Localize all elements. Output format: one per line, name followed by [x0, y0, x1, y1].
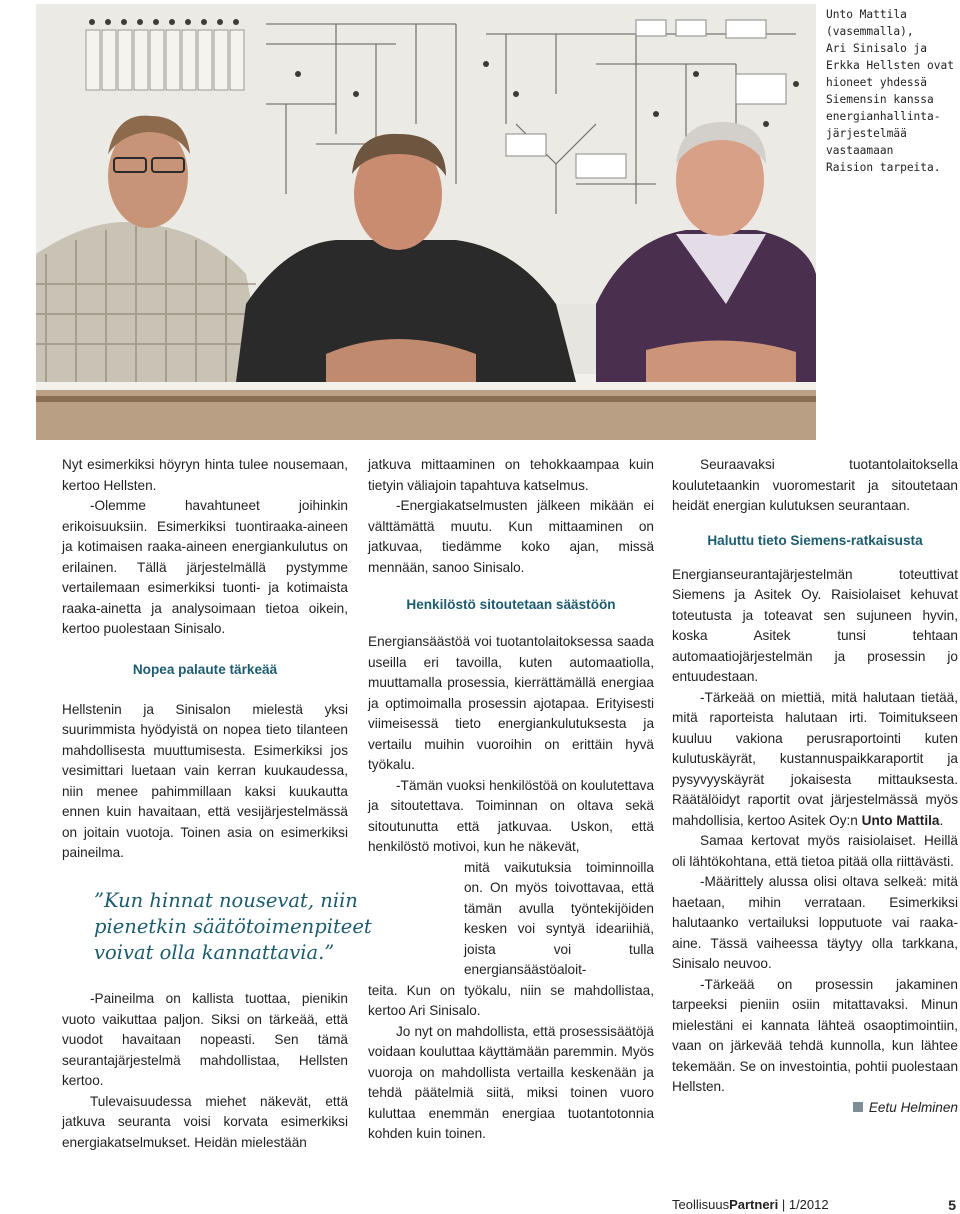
- paragraph: -Paineilma on kallista tuottaa, pienikin vuoto vaikuttaa paljon. Siksi on tärkeää, että vuodot havaitaan nopeasti. Sen tämä seurantajärjestelmä mahdollistaa, Hellsten kertoo.: [62, 991, 348, 1088]
- text-span: .: [939, 812, 944, 828]
- issue-number: | 1/2012: [778, 1197, 829, 1212]
- article-column-3: [672, 455, 958, 1118]
- pull-quote: [94, 888, 394, 966]
- article-column-1-continued: [62, 989, 348, 1153]
- article-photo: [36, 4, 816, 440]
- paragraph: Jo nyt on mahdollista, että prosessisäätöjä voidaan kouluttaa käyttämään paremmin. Myös vuoroja on mahdollista vertailla keskenään ja tehdä päätelmiä siitä, miksi toinen vuoro kuluttaa enemmän energiaa tuotantotonnia kohden kuin toinen.: [368, 1023, 654, 1141]
- caption-line: (vasemmalla),: [826, 25, 914, 38]
- article-column-1: [62, 455, 348, 864]
- paragraph: teita. Kun on työkalu, niin se mahdollistaa, kertoo Ari Sinisalo.: [368, 982, 654, 1018]
- author-byline: [672, 1098, 958, 1119]
- paragraph: jatkuva mittaaminen on tehokkaampaa kuin tietyin väliajoin tapahtuva katselmus.: [368, 457, 654, 493]
- pull-quote-line: ”Kun hinnat nousevat, niin: [94, 889, 358, 912]
- caption-line: vastaamaan: [826, 144, 894, 157]
- article-column-2: [368, 455, 654, 1145]
- paragraph: Seuraavaksi tuotantolaitoksella koulutetaankin vuoromestarit ja sitoutetaan heidät energian kulutuksen seurantaan.: [672, 457, 958, 513]
- author-name: Eetu Helminen: [868, 1099, 958, 1115]
- paragraph-wrapped: mitä vaikutuksia toiminnoilla on. On myös toivottavaa, että tämän avulla työntekijöiden kesken voi syntyä ideariihiä, joista voi tulla energiansäästöaloit-: [464, 859, 654, 977]
- section-heading: Nopea palaute tärkeää: [132, 661, 278, 677]
- pull-quote-line: voivat olla kannattavia.”: [94, 941, 335, 964]
- section-heading: Henkilöstö sitoutetaan säästöön: [406, 597, 616, 612]
- paragraph: -Olemme havahtuneet joihinkin erikoisuuksiin. Esimerkiksi tuontiraaka-aineen ja kotimaisen raaka-aineen energiankulutus on erilainen. Tällä järjestelmällä pystymme vertailemaan esimerkiksi tuonti- ja kotimaista raaka-ainetta ja analysoimaan tietoa oikein, kertoo puolestaan Sinisalo.: [62, 498, 348, 636]
- paragraph: -Tärkeää on prosessin jakaminen tarpeeksi pieniin osiin mitattavaksi. Minun mielestäni ei kannata lähteä osaoptimointiin, vaan on järkevää tehdä kunnolla, kun lähtee tekemään. Se on investointia, pohtii puolestaan Hellsten.: [672, 976, 958, 1094]
- section-heading: Haluttu tieto Siemens-ratkaisusta: [707, 532, 923, 548]
- square-bullet-icon: [853, 1102, 863, 1112]
- page-footer: [672, 1196, 960, 1214]
- caption-line: hioneet yhdessä: [826, 76, 928, 89]
- caption-line: Erkka Hellsten ovat: [826, 59, 954, 72]
- paragraph: -Tämän vuoksi henkilöstöä on koulutettava ja sitoutettava. Toiminnan on oltava sekä sitoutunutta että jatkuvaa. Uskon, että henkilöstö motivoi, kun he näkevät,: [368, 777, 654, 854]
- publication-name: Teollisuus: [672, 1197, 730, 1212]
- caption-line: Unto Mattila: [826, 8, 907, 21]
- caption-line: järjestelmää: [826, 127, 907, 140]
- paragraph: Hellstenin ja Sinisalon mielestä yksi suurimmista hyödyistä on nopea tieto tilanteen mahdollisesta muuttumisesta. Esimerkiksi jos vesimittari luetaan vain kerran kuukaudessa, niin menee pahimmillaan kaksi kuukautta ennen kuin havaitaan, että vesijärjestelmässä on joitain vuotoja. Toinen asia on esimerkiksi paineilma.: [62, 701, 348, 860]
- caption-line: Raision tarpeita.: [826, 161, 941, 174]
- photo-caption: [826, 6, 956, 176]
- paragraph: Tulevaisuudessa miehet näkevät, että jatkuva seuranta voisi korvata esimerkiksi energiakatselmukset. Heidän mielestään: [62, 1093, 348, 1150]
- page-number: 5: [948, 1197, 956, 1213]
- publication-name-bold: Partneri: [729, 1197, 779, 1212]
- pull-quote-line: pienetkin säätötoimenpiteet: [94, 915, 372, 938]
- caption-line: Ari Sinisalo ja: [826, 42, 928, 55]
- paragraph: Samaa kertovat myös raisiolaiset. Heillä oli lähtökohtana, että tietoa pitää olla riittävästi.: [672, 833, 958, 869]
- caption-line: energianhallinta-: [826, 110, 941, 123]
- paragraph: Nyt esimerkiksi höyryn hinta tulee nousemaan, kertoo Hellsten.: [62, 457, 348, 493]
- paragraph: Energiansäästöä voi tuotantolaitoksessa saada useilla eri tavoilla, kuten automaatiolla, muuttamalla prosessia, kierrättämällä energiaa ja optimoimalla prosessin ajotapaa. Erityisesti viimeisessä tieto energiankulutuksesta ja vertailu muihin vuoroihin on erittäin hyvä työkalu.: [368, 634, 654, 772]
- paragraph: Energianseurantajärjestelmän toteuttivat Siemens ja Asitek Oy. Raisiolaiset kehuvat toteutusta ja toteavat sen sujuneen hyvin, koska Asitek tunsi tehtaan automaatiojärjestelmän ja prosessin jo entuudestaan.: [672, 566, 958, 684]
- text-span: -Tärkeää on miettiä, mitä halutaan tietää, mitä raporteista halutaan irti. Toimitukseen kuuluu vakiona perusraportointi kuten kulutuskäyrät, kustannuspaikkaraportit ja pysyvyyskäyrät jokaisesta mittauksesta. Räätälöidyt raportit ovat järjestelmässä myös mahdollisia, kertoo Asitek Oy:n: [672, 689, 958, 828]
- caption-line: Siemensin kanssa: [826, 93, 934, 106]
- paragraph: -Määrittely alussa olisi oltava selkeä: mitä haetaan, mihin verrataan. Esimerkiksi halutaanko vertailuksi lopputuote vai raaka-aine. Tässä vaiheessa täytyy olla tarkkana, Sinisalo neuvoo.: [672, 874, 958, 971]
- paragraph: [672, 688, 958, 832]
- person-name: Unto Mattila: [861, 812, 940, 828]
- paragraph: -Energiakatselmusten jälkeen mikään ei välttämättä muutu. Kun mittaaminen on jatkuvaa, tiedämme koko ajan, missä mennään, sanoo Sinisalo.: [368, 498, 654, 575]
